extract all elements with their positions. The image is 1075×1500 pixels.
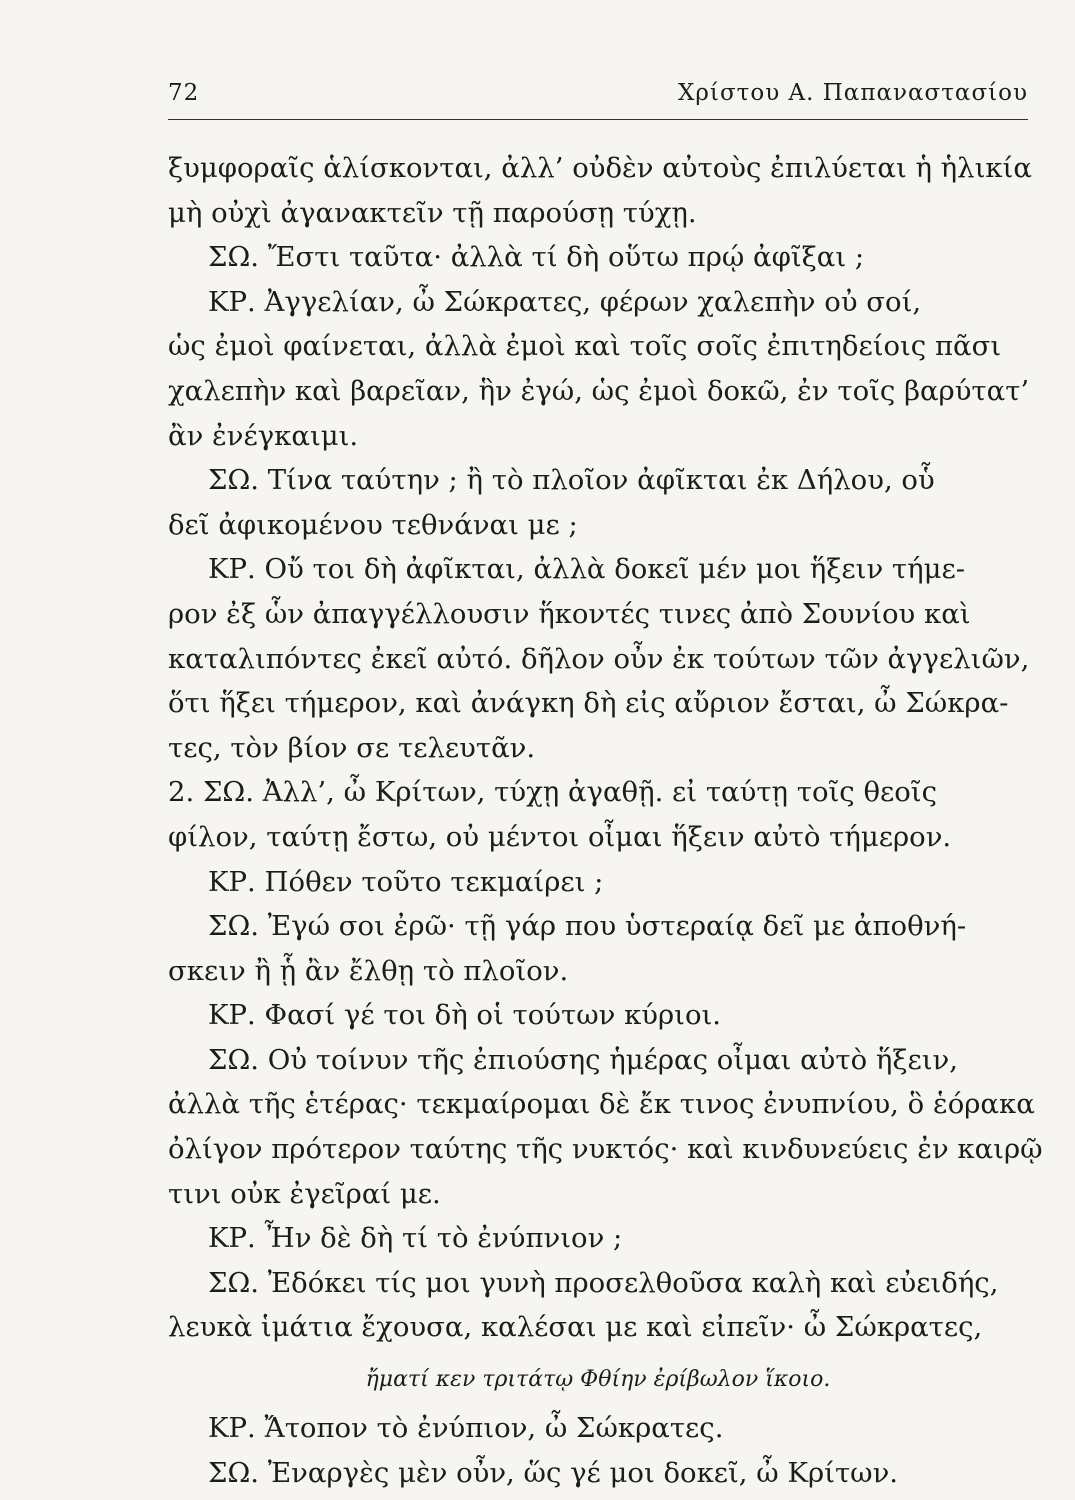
text-line: ρον ἐξ ὧν ἀπαγγέλλουσιν ἥκοντές τινες ἀπὸ Σουνίου καὶ xyxy=(168,597,971,630)
text-line: μὴ οὐχὶ ἀγανακτεῖν τῇ παρούσῃ τύχῃ. xyxy=(168,196,697,229)
header-rule xyxy=(168,119,1028,120)
page-header xyxy=(168,80,1028,116)
running-head: Χρίστου Α. Παπαναστασίου xyxy=(678,80,1028,106)
text-line: ξυμφοραῖς ἁλίσκονται, ἀλλ’ οὐδὲν αὐτοὺς ἐπιλύεται ἡ ἡλικία xyxy=(168,152,1032,184)
text-line: δεῖ ἀφικομένου τεθνάναι με ; xyxy=(168,508,578,541)
text-line: ΚΡ. Πόθεν τοῦτο τεκμαίρει ; xyxy=(208,865,604,898)
text-line: ΚΡ. Φασί γέ τοι δὴ οἱ τούτων κύριοι. xyxy=(208,999,722,1032)
text-line: χαλεπὴν καὶ βαρεῖαν, ἣν ἐγώ, ὡς ἐμοὶ δοκῶ, ἐν τοῖς βαρύτατ’ xyxy=(168,374,1030,407)
text-line: ΣΩ. Οὐ τοίνυν τῆς ἐπιούσης ἡμέρας οἶμαι αὐτὸ ἥξειν, xyxy=(208,1043,958,1076)
dialogue-text xyxy=(168,146,1043,1495)
text-line: τινι οὐκ ἐγεῖραί με. xyxy=(168,1177,441,1210)
text-line: σκειν ἢ ᾗ ἂν ἔλθῃ τὸ πλοῖον. xyxy=(168,954,569,987)
text-line: λευκὰ ἱμάτια ἔχουσα, καλέσαι με καὶ εἰπεῖν· ὦ Σώκρατες, xyxy=(168,1311,983,1344)
text-line: 2. ΣΩ. Ἀλλ’, ὦ Κρίτων, τύχῃ ἀγαθῇ. εἰ ταύτῃ τοῖς θεοῖς xyxy=(168,776,937,809)
text-line: ΣΩ. Ἐγώ σοι ἐρῶ· τῇ γάρ που ὑστεραίᾳ δεῖ με ἀποθνή- xyxy=(208,910,967,943)
text-line: ΣΩ. Ἔστι ταῦτα· ἀλλὰ τί δὴ οὕτω πρῴ ἀφῖξαι ; xyxy=(208,241,865,274)
text-line: ΣΩ. Τίνα ταύτην ; ἢ τὸ πλοῖον ἀφῖκται ἐκ Δήλου, οὗ xyxy=(208,464,935,497)
text-line: ὡς ἐμοὶ φαίνεται, ἀλλὰ ἐμοὶ καὶ τοῖς σοῖς ἐπιτηδείοις πᾶσι xyxy=(168,330,1002,363)
text-line: ἂν ἐνέγκαιμι. xyxy=(168,419,359,452)
text-line: ὅτι ἥξει τήμερον, καὶ ἀνάγκη δὴ εἰς αὔριον ἔσται, ὦ Σώκρα- xyxy=(168,687,1009,720)
text-line: ΚΡ. Ἦν δὲ δὴ τί τὸ ἐνύπνιον ; xyxy=(208,1222,623,1255)
text-line: ἀλλὰ τῆς ἑτέρας· τεκμαίρομαι δὲ ἔκ τινος ἐνυπνίου, ὃ ἑόρακα xyxy=(168,1088,1035,1121)
text-line: ὀλίγον πρότερον ταύτης τῆς νυκτός· καὶ κινδυνεύεις ἐν καιρῷ xyxy=(168,1133,1043,1166)
text-line: ΣΩ. Ἐδόκει τίς μοι γυνὴ προσελθοῦσα καλὴ καὶ εὐειδής, xyxy=(208,1266,999,1299)
text-line: τες, τὸν βίον σε τελευτᾶν. xyxy=(168,731,536,764)
text-line: καταλιπόντες ἐκεῖ αὐτό. δῆλον οὖν ἐκ τούτων τῶν ἀγγελιῶν, xyxy=(168,642,1030,675)
text-line: ΚΡ. Ἀγγελίαν, ὦ Σώκρατες, φέρων χαλεπὴν οὐ σοί, xyxy=(208,285,922,318)
text-line: ΚΡ. Ἄτοπον τὸ ἐνύπιον, ὦ Σώκρατες. xyxy=(208,1412,724,1445)
text-line: φίλον, ταύτῃ ἔστω, οὐ μέντοι οἶμαι ἥξειν αὐτὸ τήμερον. xyxy=(168,820,952,853)
text-line: ΣΩ. Ἐναργὲς μὲν οὖν, ὥς γέ μοι δοκεῖ, ὦ Κρίτων. xyxy=(208,1456,899,1489)
verse-quotation: ἤματί κεν τριτάτῳ Φθίην ἐρίβωλον ἵκοιο. xyxy=(365,1367,831,1393)
page-number: 72 xyxy=(168,80,200,106)
text-line: ΚΡ. Οὔ τοι δὴ ἀφῖκται, ἀλλὰ δοκεῖ μέν μοι ἥξειν τήμε- xyxy=(208,553,966,586)
